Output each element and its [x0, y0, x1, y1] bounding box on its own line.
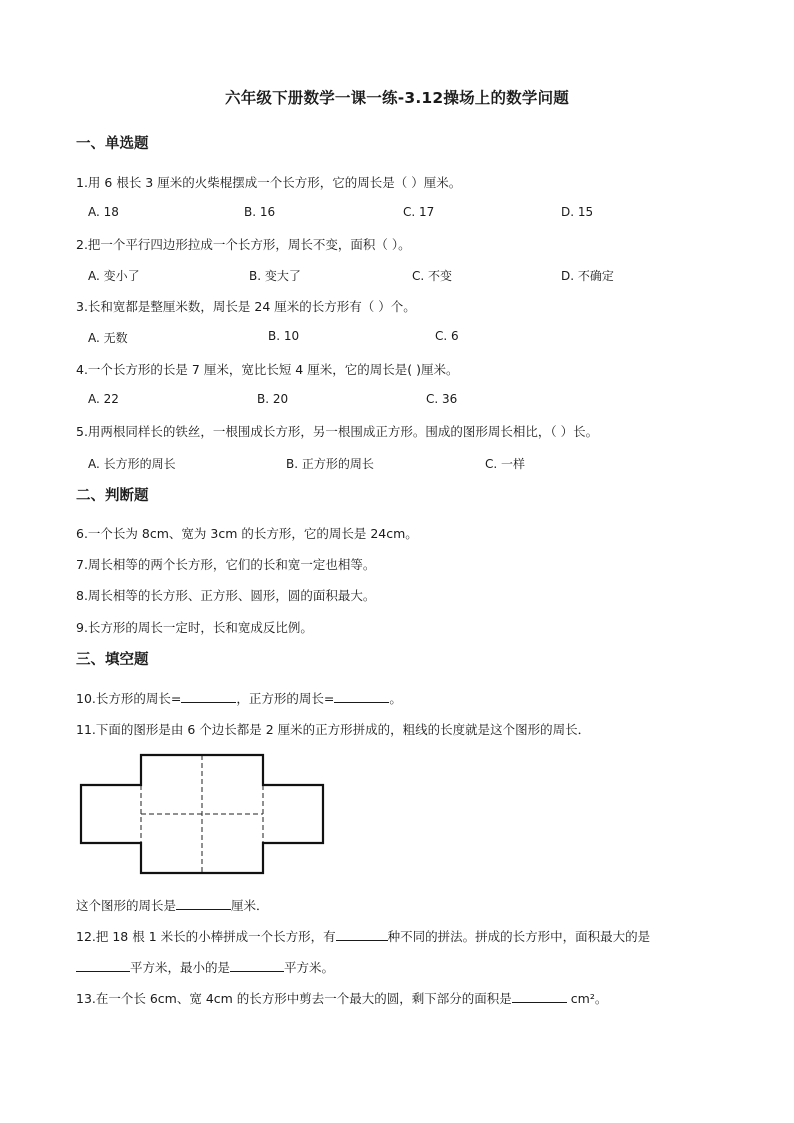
question-1: 1.用 6 根长 3 厘米的火柴棍摆成一个长方形，它的周长是（ ）厘米。 [76, 175, 462, 190]
q1-option-a: A. 18 [88, 205, 119, 219]
question-13 [76, 989, 607, 1007]
q12-text-d: 平方米。 [284, 960, 335, 975]
q12-text-a: 12.把 18 根 1 米长的小棒拼成一个长方形，有 [76, 929, 336, 944]
q2-option-c: C. 不变 [412, 269, 453, 283]
question-7: 7.周长相等的两个长方形，它们的长和宽一定也相等。 [76, 557, 376, 572]
q3-option-a: A. 无数 [88, 331, 128, 345]
q4-option-a: A. 22 [88, 392, 119, 406]
q11-answer-line [76, 896, 269, 914]
q4-option-c: C. 36 [426, 392, 458, 406]
q10-blank-1 [181, 690, 236, 703]
section-heading-single-choice: 一、单选题 [76, 136, 149, 152]
q13-blank [512, 990, 567, 1003]
q12-text-c: 平方米，最小的是 [130, 960, 231, 975]
q12-blank-3 [230, 959, 284, 972]
q1-option-c: C. 17 [403, 205, 435, 219]
q2-option-a: A. 变小了 [88, 269, 140, 283]
question-12-continued [76, 958, 334, 976]
q12-blank-1 [336, 928, 388, 941]
q3-option-b: B. 10 [268, 329, 300, 343]
question-2: 2.把一个平行四边形拉成一个长方形，周长不变，面积（ ）。 [76, 237, 411, 252]
q1-option-d: D. 15 [561, 205, 594, 219]
q4-option-b: B. 20 [257, 392, 289, 406]
section-heading-fill-blank: 三、填空题 [76, 652, 149, 668]
q2-option-d: D. 不确定 [561, 269, 614, 283]
q5-option-b: B. 正方形的周长 [286, 457, 374, 471]
question-3: 3.长和宽都是整厘米数，周长是 24 厘米的长方形有（ ）个。 [76, 299, 416, 314]
question-6: 6.一个长为 8cm、宽为 3cm 的长方形，它的周长是 24cm。 [76, 526, 418, 541]
q10-text-c: 。 [389, 691, 402, 706]
q13-text-b: cm²。 [566, 991, 608, 1006]
q10-blank-2 [334, 690, 389, 703]
q13-text-a: 13.在一个长 6cm、宽 4cm 的长方形中剪去一个最大的圆，剩下部分的面积是 [76, 991, 512, 1006]
q11-answer-text-b: 厘米． [231, 898, 269, 913]
q1-option-b: B. 16 [244, 205, 276, 219]
q12-blank-2 [76, 959, 130, 972]
q10-text-a: 10.长方形的周长= [76, 691, 182, 706]
q11-answer-text-a: 这个图形的周长是 [76, 898, 177, 913]
section-heading-true-false: 二、判断题 [76, 488, 149, 504]
question-5: 5.用两根同样长的铁丝，一根围成长方形，另一根围成正方形。围成的图形周长相比，（ ）长。 [76, 424, 599, 439]
question-10 [76, 689, 402, 707]
q5-option-c: C. 一样 [485, 457, 526, 471]
q12-text-b: 种不同的拼法。拼成的长方形中，面积最大的是 [387, 929, 651, 944]
squares-figure [78, 752, 328, 876]
q11-blank [176, 897, 231, 910]
q3-option-c: C. 6 [435, 329, 459, 343]
question-12 [76, 927, 650, 945]
question-11: 11.下面的图形是由 6 个边长都是 2 厘米的正方形拼成的，粗线的长度就是这个图形的周长． [76, 722, 591, 737]
question-8: 8.周长相等的长方形、正方形、圆形，圆的面积最大。 [76, 588, 376, 603]
page-title: 六年级下册数学一课一练-3.12操场上的数学问题 [225, 89, 569, 107]
question-9: 9.长方形的周长一定时，长和宽成反比例。 [76, 620, 313, 635]
q5-option-a: A. 长方形的周长 [88, 457, 176, 471]
q2-option-b: B. 变大了 [249, 269, 301, 283]
q10-text-b: ，正方形的周长= [236, 691, 335, 706]
question-4: 4.一个长方形的长是 7 厘米，宽比长短 4 厘米，它的周长是( )厘米。 [76, 362, 459, 377]
